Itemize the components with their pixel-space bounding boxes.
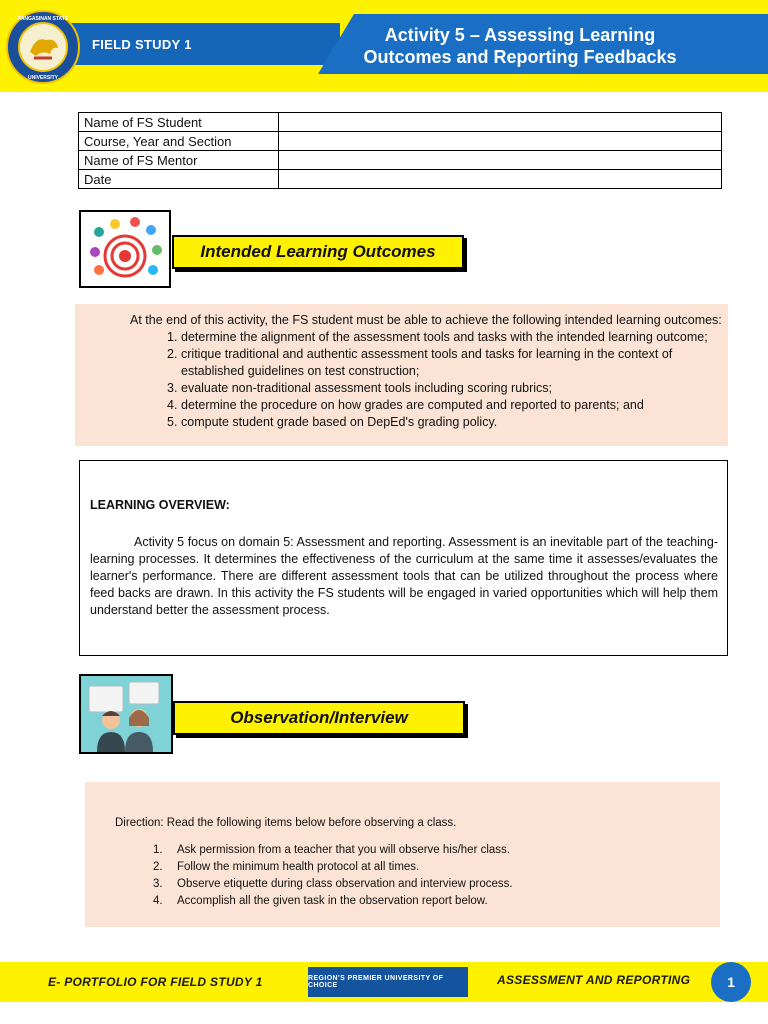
title-line-2: Outcomes and Reporting Feedbacks [363, 47, 677, 67]
list-item [153, 859, 513, 876]
student-info-table [78, 112, 722, 189]
ilo-intro: At the end of this activity, the FS student must be able to achieve the following intended learning outcomes: [130, 313, 722, 327]
page-number: 1 [711, 962, 751, 1002]
row-value[interactable] [279, 132, 722, 151]
item-number: 2. [153, 861, 163, 873]
learning-outcomes-illustration [79, 210, 171, 288]
table-row [79, 113, 722, 132]
ilo-list [167, 329, 717, 431]
ilo-box [75, 304, 728, 446]
table-row [79, 132, 722, 151]
svg-text:UNIVERSITY: UNIVERSITY [27, 75, 59, 81]
list-item [153, 876, 513, 893]
observation-heading: Observation/Interview [173, 701, 465, 735]
item-text: compute student grade based on DepEd's grading policy. [181, 415, 498, 429]
overview-title: LEARNING OVERVIEW: [90, 498, 230, 512]
row-value[interactable] [279, 113, 722, 132]
direction-list [153, 842, 513, 910]
footer-topic-label: ASSESSMENT AND REPORTING [497, 973, 691, 987]
title-line-1: Activity 5 – Assessing Learning [384, 25, 656, 45]
university-seal-icon [6, 10, 80, 84]
people-interview-icon [81, 676, 171, 752]
item-text: Observe etiquette during class observation and interview process. [177, 878, 513, 890]
table-row [79, 151, 722, 170]
item-text: determine the alignment of the assessment tools and tasks with the intended learning outcome; [181, 330, 708, 344]
field-study-label: FIELD STUDY 1 [92, 37, 192, 52]
ilo-heading: Intended Learning Outcomes [172, 235, 464, 269]
item-number: 4. [153, 895, 163, 907]
list-item [167, 329, 717, 346]
row-label: Name of FS Student [79, 113, 279, 132]
list-item [167, 397, 717, 414]
footer-portfolio-label: E- PORTFOLIO FOR FIELD STUDY 1 [48, 975, 263, 989]
list-item [153, 842, 513, 859]
target-ideas-icon [81, 212, 169, 286]
row-label: Name of FS Mentor [79, 151, 279, 170]
row-label: Course, Year and Section [79, 132, 279, 151]
item-text: Follow the minimum health protocol at all times. [177, 861, 420, 873]
item-number: 1. [167, 330, 178, 344]
svg-text:PANGASINAN STATE: PANGASINAN STATE [17, 16, 69, 22]
page-title [340, 24, 700, 68]
row-label: Date [79, 170, 279, 189]
table-row [79, 170, 722, 189]
item-number: 2. [167, 347, 178, 361]
row-value[interactable] [279, 151, 722, 170]
overview-text: Activity 5 focus on domain 5: Assessment and reporting. Assessment is an inevitable part of the teaching-learning processes. It determines the effectiveness of the curriculum at the same time it assesses/evaluates the learner's performance. There are different assessment tools that can be utilized throughout the process where feed backs are drawn. In this activity the FS students will be engaged in varied opportunities which will help them understand better the assessment process. [90, 535, 718, 617]
footer-tagline: REGION'S PREMIER UNIVERSITY OF CHOICE [308, 967, 468, 997]
item-number: 1. [153, 844, 163, 856]
item-number: 4. [167, 398, 178, 412]
item-text: critique traditional and authentic assessment tools and tasks for learning in the context of established guidelines on test construction; [181, 347, 673, 378]
item-text: evaluate non-traditional assessment tools including scoring rubrics; [181, 381, 553, 395]
item-text: Accomplish all the given task in the observation report below. [177, 895, 488, 907]
list-item [167, 414, 717, 431]
item-number: 5. [167, 415, 178, 429]
row-value[interactable] [279, 170, 722, 189]
observation-illustration [79, 674, 173, 754]
item-text: determine the procedure on how grades are computed and reported to parents; and [181, 398, 644, 412]
list-item [153, 893, 513, 910]
list-item [167, 346, 717, 380]
direction-box [85, 782, 720, 927]
list-item [167, 380, 717, 397]
item-number: 3. [153, 878, 163, 890]
item-number: 3. [167, 381, 178, 395]
learning-overview-box [79, 460, 728, 656]
item-text: Ask permission from a teacher that you will observe his/her class. [177, 844, 510, 856]
direction-text: Direction: Read the following items below before observing a class. [115, 817, 457, 829]
